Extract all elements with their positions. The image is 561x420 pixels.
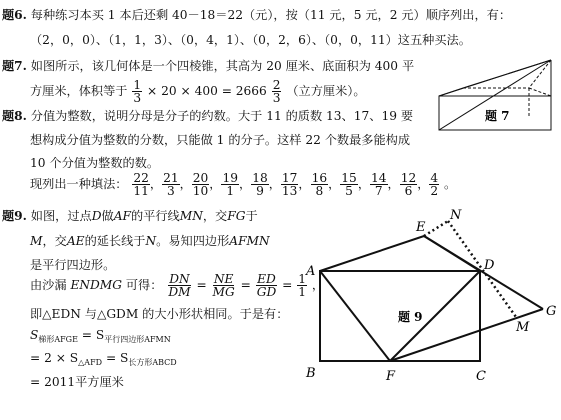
problem-9-line-4: 由沙漏 ENDMG 可得： $\frac{DN}{DM}$ = $\frac{NE}{MG}$ = $\frac{ED}{GD}$ = $\frac{1}{1}$ ， xyxy=(30,272,325,299)
fraction-item: $\frac{16}{8}$ xyxy=(311,171,328,198)
point-F-label: F xyxy=(386,369,396,384)
point-N-label: N xyxy=(450,208,462,223)
ratio-dn-dm: $\frac{DN}{DM}$ xyxy=(168,272,191,299)
problem-9-line-8: = 2011平方厘米 xyxy=(30,375,124,389)
problem-6-text-1: 每种练习本买 1 本后还剩 40－18＝22（元），按（11 元，5 元，2 元）顺序列出，有： xyxy=(30,8,512,22)
figure-7-label: 题 7 xyxy=(485,109,510,123)
problem-8-line-3: 10 个分值为整数的数。 xyxy=(30,156,160,170)
point-E-label: E xyxy=(416,220,426,235)
point-C-label: C xyxy=(476,369,486,384)
segment-AF xyxy=(320,271,390,361)
fraction-item: $\frac{20}{10}$ xyxy=(192,171,209,198)
fraction-item: $\frac{21}{3}$ xyxy=(163,171,179,198)
problem-8-text-4: 现列出一种填法： xyxy=(30,177,128,191)
ratio-ed-gd: $\frac{ED}{GD}$ xyxy=(256,272,277,299)
point-D-label: D xyxy=(484,258,495,273)
fraction-item: $\frac{17}{13}$ xyxy=(281,171,298,198)
problem-8-number: 题8. xyxy=(2,109,27,123)
fraction-item: $\frac{18}{9}$ xyxy=(252,171,268,198)
problem-7-number: 题7. xyxy=(2,59,27,73)
problem-9-line-2: M，交AE的延长线于N。易知四边形AFMN xyxy=(30,234,270,248)
ratio-ne-mg: $\frac{NE}{MG}$ xyxy=(212,272,235,299)
fraction-item: $\frac{19}{1}$ xyxy=(222,171,238,198)
fraction-item: $\frac{15}{5}$ xyxy=(341,171,357,198)
point-M-label: M xyxy=(516,320,530,335)
problem-6-line-1 xyxy=(2,6,511,23)
point-G-label: G xyxy=(546,304,557,319)
problem-9-number: 题9. xyxy=(2,209,27,223)
ratio-one: $\frac{1}{1}$ xyxy=(298,272,306,299)
segment-AE-ED xyxy=(320,236,480,271)
problem-7-line-1 xyxy=(2,57,414,74)
problem-9-line-3: 是平行四边形。 xyxy=(30,258,116,272)
fraction-item: $\frac{12}{6}$ xyxy=(400,171,417,198)
problem-6-line-2: （2，0，0）、（1，1，3）、（0，4，1）、（0，2，6）、（0，0，11）这五种买法。 xyxy=(30,33,471,47)
segment-NM-dotted xyxy=(448,221,516,317)
fraction-item: $\frac{14}{7}$ xyxy=(371,171,387,198)
problem-7-unit: （立方厘米）。 xyxy=(286,84,366,98)
problem-9-line-6: $S_{梯形AFGE} = S_{平行四边形AFMN}$ xyxy=(30,328,171,344)
problem-7-text-2: 方厘米，体积等于 xyxy=(30,84,128,98)
problem-8-line-4: 现列出一种填法： $\frac{22}{11}$ ， $\frac{21}{3}$ ， $\frac{20}{10}$ ， $\frac{19}{1}$ ， $\frac{18}{9}$ ， $\frac{17}{13}$ ， $\frac{16}{8}$ ， $\frac{15}{5}$ ， $\frac{14}{7}$ ， $\frac{12}{6}$ ， $\frac{4}{2}$ 。 xyxy=(30,171,457,198)
pyramid-figure xyxy=(425,36,557,136)
problem-8-line-1 xyxy=(2,107,413,124)
problem-6-number: 题6. xyxy=(2,8,27,22)
problem-7-line-2 xyxy=(30,79,366,104)
figure-9-label: 题 9 xyxy=(398,310,423,324)
problem-7-text-1: 如图所示，该几何体是一个四棱锥，其高为 20 厘米、底面积为 400 平 xyxy=(30,59,415,73)
fraction-list: $\frac{22}{11}$ ， $\frac{21}{3}$ ， $\frac{20}{10}$ ， $\frac{19}{1}$ ， $\frac{18}{9}$ ， $\frac{17}{13}$ ， $\frac{16}{8}$ ， $\frac{15}{5}$ ， $\frac{14}{7}$ ， $\frac{12}{6}$ ， $\frac{4}{2}$ xyxy=(133,171,439,198)
problem-8-line-2: 想构成分值为整数的分数，只能做 1 的分子。这样 22 个数最多能构成 xyxy=(30,133,411,147)
problem-9-line-5: 即△EDN 与△GDM 的大小形状相同。于是有： xyxy=(30,307,289,321)
geometry-figure-9 xyxy=(300,205,558,387)
fraction-item: $\frac{4}{2}$ xyxy=(430,171,439,198)
problem-9-line-7: = $2 \times S_{\triangle AFD} = S_{长方形ABCD}$ xyxy=(30,351,177,367)
problem-8-text-1: 分值为整数，说明分母是分子的约数。大于 11 的质数 13、17、19 要 xyxy=(30,109,414,123)
problem-7-expression: × 20 × 400 = 2666 xyxy=(147,84,267,98)
segment-EN-dotted xyxy=(424,221,448,236)
pyramid-hidden-edge xyxy=(529,60,551,88)
point-A-label: A xyxy=(306,264,316,279)
pyramid-edge-2 xyxy=(463,60,551,88)
fraction-one-third: $\frac{1}{3}$ xyxy=(133,78,142,105)
base-hidden-edge-2 xyxy=(529,88,551,96)
fraction-item: $\frac{22}{11}$ xyxy=(133,171,149,198)
fraction-two-thirds: $\frac{2}{3}$ xyxy=(272,78,281,105)
problem-9-line-1: 题9. 如图，过点D做AF的平行线MN，交FG于 xyxy=(2,209,258,223)
point-B-label: B xyxy=(306,366,316,381)
